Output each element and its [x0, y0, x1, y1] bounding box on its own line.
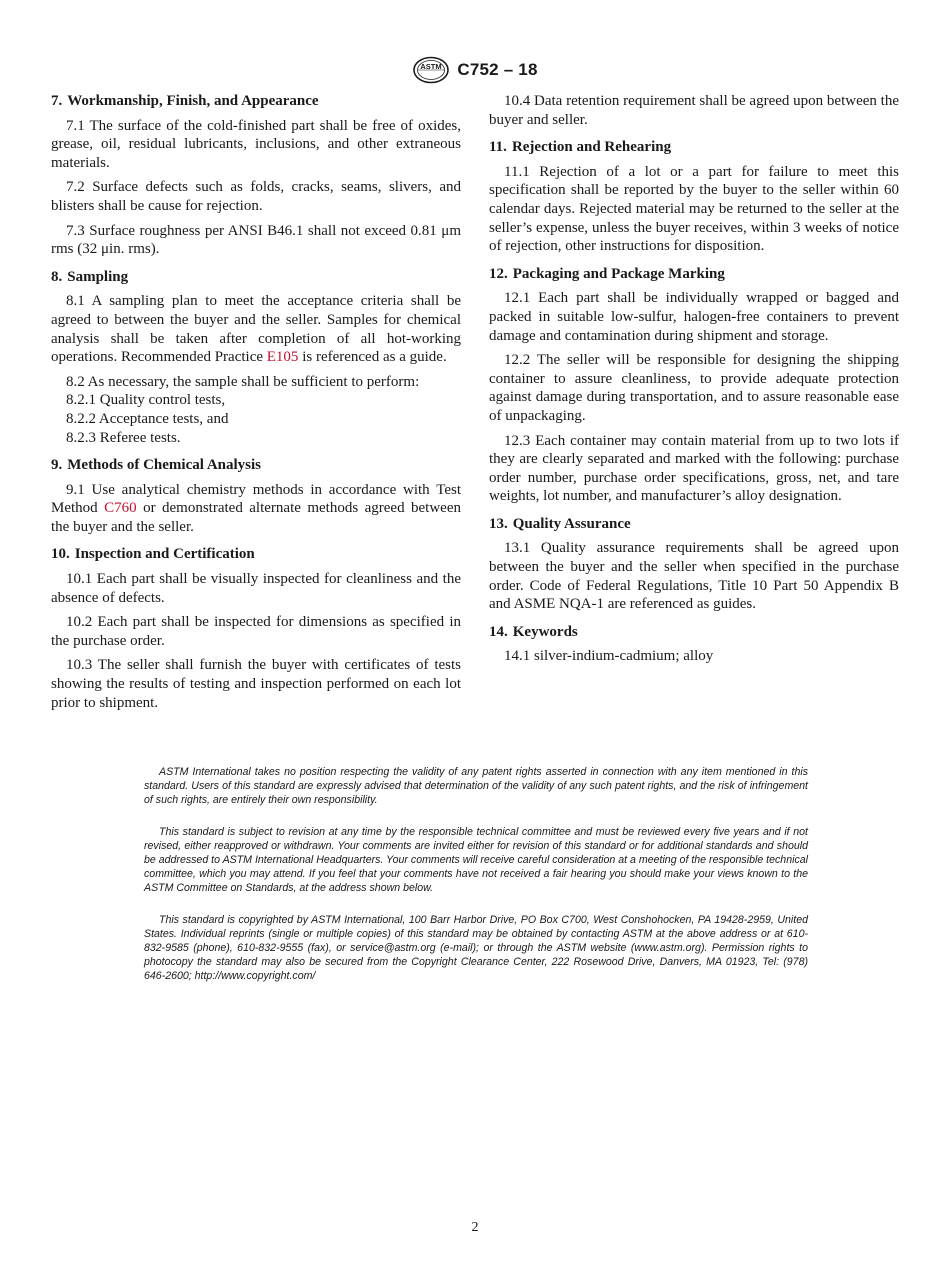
paragraph-12-3: 12.3 Each container may contain material from up to two lots if they are clearly separated and marked with the following: purchase order number, purchase order specifications, gross, net, and tare weights, lot number, and manufacturer’s alloy designation.	[489, 432, 899, 505]
section-number: 10.	[51, 546, 70, 563]
paragraph-8-2-2: 8.2.2 Acceptance tests, and	[66, 410, 229, 427]
paragraph-14-1: 14.1 silver-indium-cadmium; alloy	[504, 648, 714, 665]
section-10	[51, 545, 461, 712]
section-number: 12.	[489, 265, 508, 282]
section-title: Rejection and Rehearing	[511, 139, 672, 156]
page-number: 2	[471, 1220, 479, 1235]
paragraph-7-2: 7.2 Surface defects such as folds, cracks, seams, slivers, and blisters shall be cause for rejection.	[51, 179, 461, 214]
paragraph-13-1: 13.1 Quality assurance requirements shall be agreed upon between the buyer and the seller when specified in the purchase order. Code of Federal Regulations, Title 10 Part 50 Appendix B and ASME NQA-1 are referenced as guides.	[489, 540, 899, 613]
section-number: 11.	[489, 139, 507, 156]
paragraph-10-1: 10.1 Each part shall be visually inspected for cleanliness and the absence of defects.	[51, 571, 461, 606]
section-11-heading	[489, 138, 899, 157]
section-title: Quality Assurance	[512, 515, 631, 532]
section-7	[51, 92, 461, 259]
c760-link[interactable]: C760	[104, 500, 137, 517]
section-13	[489, 515, 899, 614]
paragraph-10-2: 10.2 Each part shall be inspected for dimensions as specified in the purchase order.	[51, 614, 461, 649]
left-column	[51, 92, 461, 721]
section-14-heading	[489, 623, 899, 642]
paragraph-10-3: 10.3 The seller shall furnish the buyer with certificates of tests showing the results of testing and inspection performed on each lot prior to shipment.	[51, 657, 461, 711]
paragraph-text: 9.1 Use analytical chemistry methods in accordance with Test Method	[51, 481, 461, 517]
paragraph-8-2-3: 8.2.3 Referee tests.	[66, 429, 181, 446]
header-inner	[412, 56, 537, 84]
copyright-notice: This standard is copyrighted by ASTM International, 100 Barr Harbor Drive, PO Box C700, West Conshohocken, PA 19428-2959, United States. Individual reprints (single or multiple copies) of this standard may be obtained by contacting ASTM at the above address or at 610-832-9585 (phone), 610-832-9555 (fax), or service@astm.org (e-mail); or through the ASTM website (www.astm.org). Permission rights to photocopy the standard may also be secured from the Copyright Clearance Center, 222 Rosewood Drive, Danvers, MA 01923, Tel: (978) 646-2600; http://www.copyright.com/	[144, 914, 808, 982]
paragraph-text: or demonstrated alternate methods agreed between the buyer and the seller.	[51, 500, 461, 535]
section-title: Workmanship, Finish, and Appearance	[67, 93, 319, 109]
paragraph-8-1	[51, 292, 461, 366]
section-7-heading	[51, 92, 461, 111]
section-14	[489, 623, 899, 666]
section-8	[51, 268, 461, 447]
section-number: 14.	[489, 623, 508, 640]
section-10-continued	[489, 92, 899, 129]
paragraph-text: is referenced as a guide.	[298, 349, 447, 366]
section-title: Sampling	[67, 268, 129, 285]
paragraph-8-2-1: 8.2.1 Quality control tests,	[66, 392, 226, 409]
paragraph-12-2: 12.2 The seller will be responsible for designing the shipping container to assure cleanliness, to provide adequate protection against damage during transportation, and to assure reasonable ease of unpackaging.	[489, 352, 899, 424]
revision-notice: This standard is subject to revision at any time by the responsible technical committee and must be reviewed every five years and if not revised, either reapproved or withdrawn. Your comments are invited either for revision of this standard or for additional standards and should be addressed to ASTM International Headquarters. Your comments will receive careful consideration at a meeting of the responsible technical committee, which you may attend. If you feel that your comments have not received a fair hearing you should make your views known to the ASTM Committee on Standards, at the address shown below.	[144, 826, 808, 894]
section-title: Packaging and Package Marking	[512, 265, 725, 282]
astm-logo-icon	[412, 56, 450, 84]
paragraph-12-1: 12.1 Each part shall be individually wrapped or bagged and packed in suitable low-sulfur, halogen-free containers to prevent damage and contamination during shipment and storage.	[489, 290, 899, 344]
section-13-heading	[489, 515, 899, 534]
section-8-heading	[51, 268, 461, 287]
paragraph-text: 8.1 A sampling plan to meet the acceptance criteria shall be agreed to between the buyer and the seller. Samples for chemical analysis shall be taken after completion of all hot-working operations. Recommended Practice	[51, 293, 461, 366]
standard-designation: C752 – 18	[457, 60, 538, 79]
section-number: 7.	[51, 93, 63, 109]
section-12	[489, 265, 899, 506]
section-title: Keywords	[512, 623, 578, 640]
right-column	[489, 92, 899, 675]
section-number: 8.	[51, 268, 63, 285]
section-9-heading	[51, 456, 461, 475]
paragraph-7-3: 7.3 Surface roughness per ANSI B46.1 shall not exceed 0.81 μm rms (32 μin. rms).	[51, 222, 461, 258]
paragraph-11-1: 11.1 Rejection of a lot or a part for failure to meet this specification shall be reported by the buyer to the seller within 60 calendar days. Rejected material may be returned to the seller at the seller’s expense, unless the buyer receives, within 3 weeks of notice of rejection, other instructions for disposition.	[489, 163, 899, 255]
paragraph-7-1: 7.1 The surface of the cold-finished part shall be free of oxides, grease, oil, residual lubricants, inclusions, and other extraneous materials.	[51, 117, 461, 171]
patent-notice: ASTM International takes no position respecting the validity of any patent rights asserted in connection with any item mentioned in this standard. Users of this standard are expressly advised that determination of the validity of any such patent rights, and the risk of infringement of such rights, are entirely their own responsibility.	[144, 766, 808, 806]
e105-link[interactable]: E105	[266, 349, 299, 366]
page-header	[0, 56, 950, 89]
section-12-heading	[489, 265, 899, 284]
section-11	[489, 138, 899, 256]
legal-notices	[144, 765, 808, 1001]
paragraph-8-2: 8.2 As necessary, the sample shall be sufficient to perform:	[66, 373, 420, 390]
astm-logo-text: ASTM	[420, 62, 442, 71]
section-number: 13.	[489, 515, 508, 532]
section-10-heading	[51, 545, 461, 564]
paragraph-10-4: 10.4 Data retention requirement shall be agreed upon between the buyer and seller.	[489, 93, 899, 128]
section-title: Methods of Chemical Analysis	[67, 457, 262, 474]
paragraph-9-1	[51, 481, 461, 537]
section-number: 9.	[51, 457, 63, 474]
section-9	[51, 456, 461, 536]
section-title: Inspection and Certification	[74, 546, 255, 563]
